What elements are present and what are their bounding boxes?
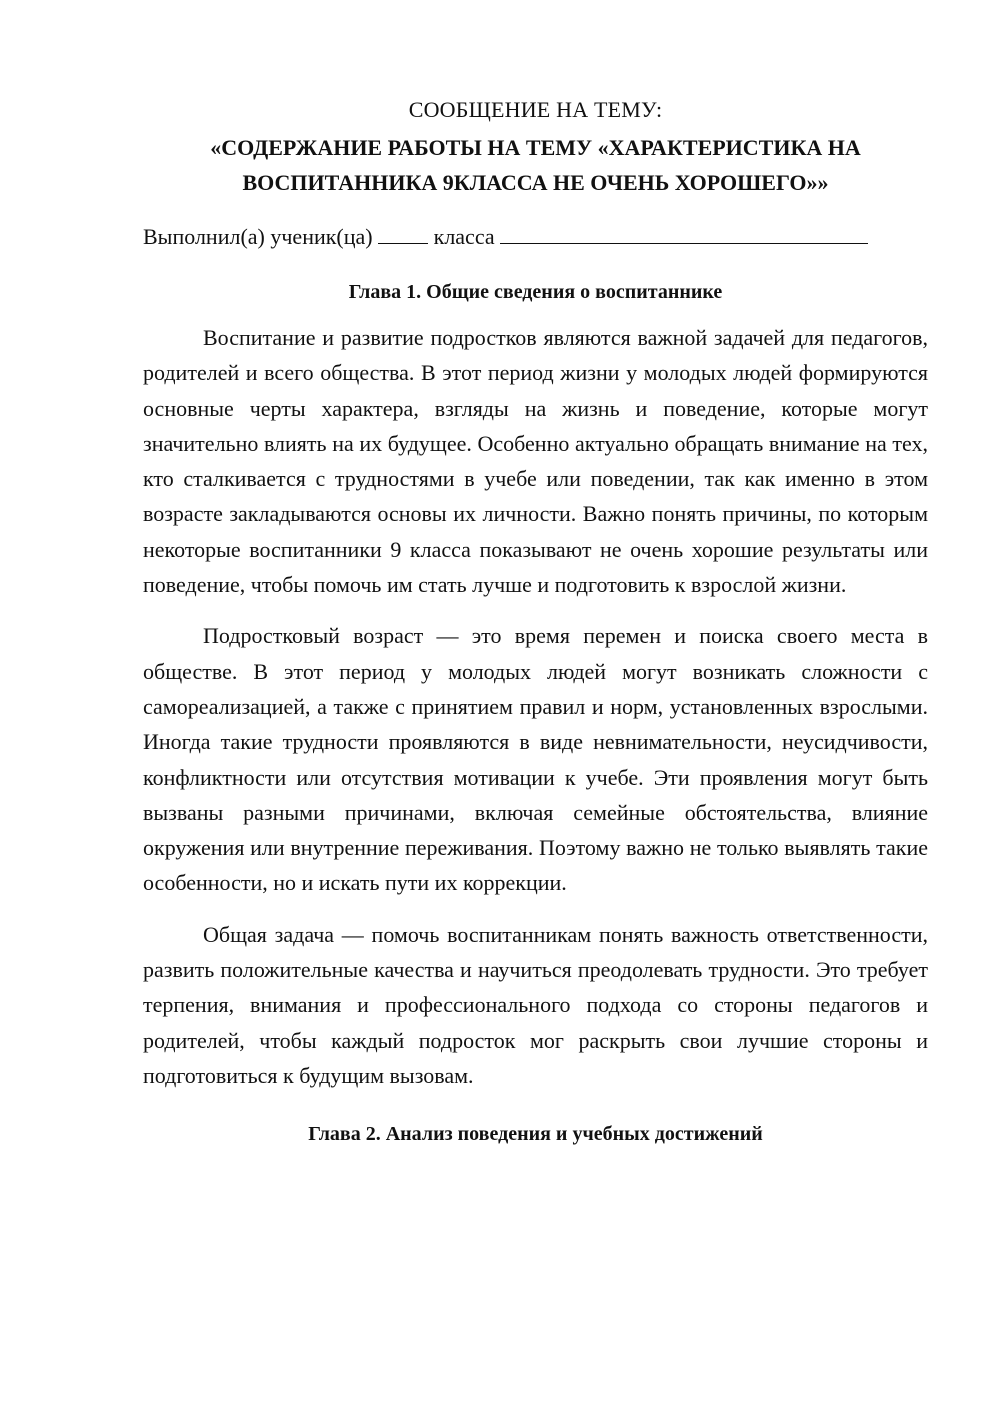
chapter-1-paragraph: Общая задача — помочь воспитанникам понять важность ответственности, развить положительные качества и научиться преодолевать трудности. Это требует терпения, внимания и профессионального подхода со стороны педагогов и родителей, чтобы каждый подросток мог раскрыть свои лучшие стороны и подготовиться к будущим вызовам.	[143, 921, 928, 1088]
chapter-2-heading: Глава 2. Анализ поведения и учебных достижений	[308, 1123, 763, 1146]
class-number-blank	[378, 221, 428, 244]
chapter-1-paragraph: Воспитание и развитие подростков являются важной задачей для педагогов, родителей и всего общества. В этот период жизни у молодых людей формируются основные черты характера, взгляды на жизнь и поведение, которые могут значительно влиять на их будущее. Особенно актуально обращать внимание на тех, кто сталкивается с трудностями в учебе или поведении, так как именно в этом возрасте закладываются основы их личности. Важно понять причины, по которым некоторые воспитанники 9 класса показывают не очень хорошие результаты или поведение, чтобы помочь им стать лучше и подготовить к взрослой жизни.	[143, 325, 928, 598]
document-title-line-2: ВОСПИТАННИКА 9КЛАССА НЕ ОЧЕНЬ ХОРОШЕГО»»	[242, 170, 829, 195]
document-body	[143, 93, 928, 1149]
class-name-blank	[500, 221, 868, 244]
chapter-1-heading: Глава 1. Общие сведения о воспитаннике	[348, 281, 723, 303]
chapter-1-paragraph: Подростковый возраст — это время перемен и поиска своего места в обществе. В этот период у молодых людей могут возникать сложности с самореализацией, а также с принятием правил и норм, установленных взрослыми. Иногда такие трудности проявляются в виде невнимательности, неусидчивости, конфликтности или отсутствия мотивации к учебе. Эти проявления могут быть вызваны разными причинами, включая семейные обстоятельства, влияние окружения или внутренние переживания. Поэтому важно не только выявлять такие особенности, но и искать пути их коррекции.	[143, 623, 928, 896]
document-header: СООБЩЕНИЕ НА ТЕМУ:	[408, 97, 663, 122]
author-line	[143, 221, 928, 253]
document-title	[143, 130, 928, 200]
author-class-label: класса	[433, 224, 495, 249]
author-prefix: Выполнил(а) ученик(ца)	[143, 224, 373, 249]
document-title-line-1: «СОДЕРЖАНИЕ РАБОТЫ НА ТЕМУ «ХАРАКТЕРИСТИКА НА	[210, 135, 861, 160]
